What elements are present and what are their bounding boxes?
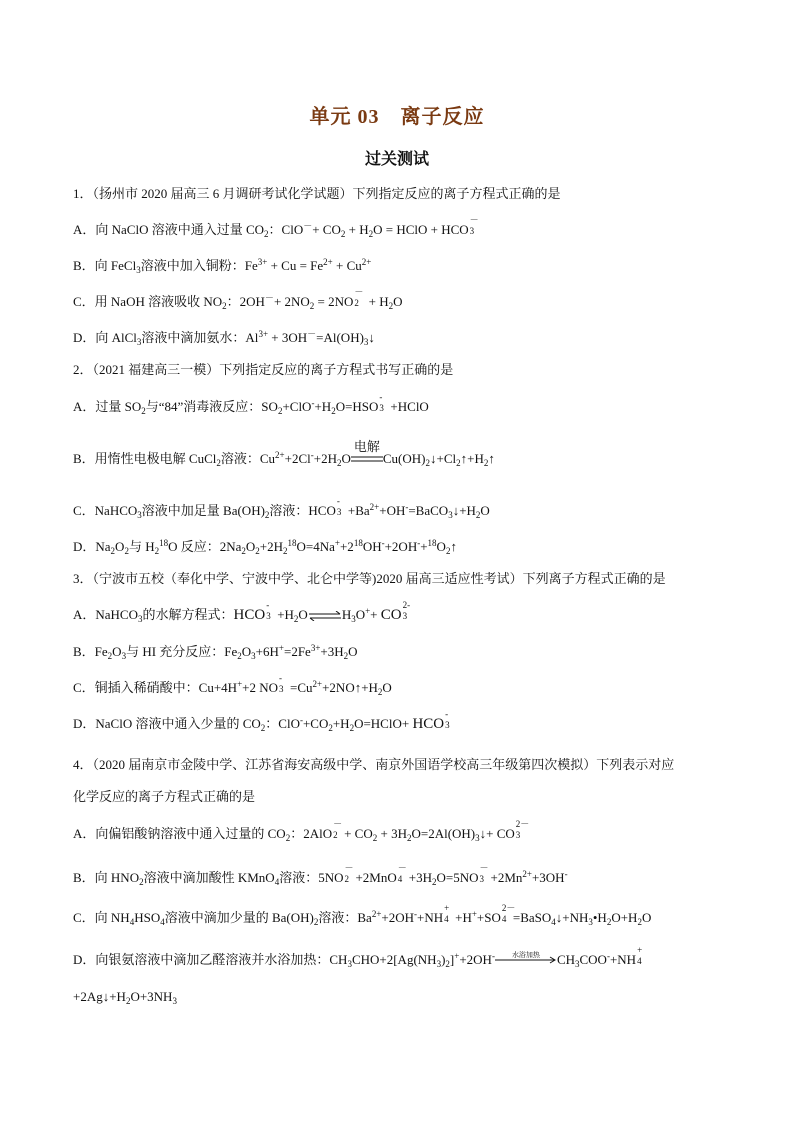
heating-arrow: 水浴加热 <box>495 956 557 964</box>
q3-option-d: D．NaClO 溶液中通入少量的 $CO_2$：$ClO^-+CO_2+H_2O=HClO+$ HCO - 3 <box>73 709 450 733</box>
equilibrium-arrow <box>308 611 342 621</box>
question-4-stem-line-1: 4．（2020 届南京市金陵中学、江苏省海安高级中学、南京外国语学校高三年级第四次模拟）下列表示对应 <box>73 757 675 772</box>
q1-option-d: D．向 AlCl$_3$溶液中滴加氨水：$Al^{3+}$ + $3OH^-=Al(OH)_3↓$ <box>73 329 375 347</box>
q4-option-a: A．向偏铝酸钠溶液中通入过量的 $CO_2$：2AlO － 2 + $CO_2$ + $3H_2O=2Al(OH)_3↓+$ CO 2－ 3 <box>73 819 530 843</box>
q2-option-c: C．NaHCO$_3$溶液中加足量 $Ba(OH)_2$溶液：HCO - 3 $+Ba^{2+}+OH^-=BaCO_3↓+H_2O$ <box>73 496 490 520</box>
q3-option-a: A．NaHCO$_3$的水解方程式：HCO - 3 $+H_2O$ $H_3O^++$ CO 2- 3 <box>73 600 411 624</box>
electrolysis-arrow: 电解 <box>353 439 380 454</box>
q4-option-d: D．向银氨溶液中滴加乙醛溶液并水浴加热：$CH_3CHO+2[Ag(NH_3)_2]^++2OH^-$ 水浴加热 $CH_3COO^-+NH$ + 4 <box>73 945 643 969</box>
page-subtitle: 过关测试 <box>364 151 429 168</box>
q1-option-b: B．向 FeCl$_3$溶液中加入铜粉：$Fe^{3+} + Cu = Fe^{2+} + Cu^{2+}$ <box>73 257 372 275</box>
q3-option-b: B．$Fe_2O_3$与 HI 充分反应：$Fe_2O_3+6H^+=2Fe^{3+}+3H_2O$ <box>73 643 358 661</box>
q1-option-c: C．用 NaOH 溶液吸收 $NO_2$：$2OH^-+ 2NO_2 = 2NO$ － 2 + $H_2O$ <box>73 287 403 311</box>
q2-option-b: B．用惰性电极电解 CuCl$_2$溶液：$Cu^{2+}+2Cl^-+2H_2O$ 电解 $Cu(OH)_2↓+Cl_2↑+H_2↑$ <box>73 439 495 468</box>
question-1-stem: 1．（扬州市 2020 届高三 6 月调研考试化学试题）下列指定反应的离子方程式正确的是 <box>73 186 561 201</box>
question-3-stem: 3．（宁波市五校（奉化中学、宁波中学、北仑中学等)2020 届高三适应性考试）下列离子方程式正确的是 <box>73 571 666 586</box>
question-4-stem-line-2: 化学反应的离子方程式正确的是 <box>73 789 256 804</box>
q4-option-b: B．向 $HNO_2$溶液中滴加酸性 KMnO$_4$溶液：5NO － 2 +2MnO － 4 $+3H_2O=5NO$ － 3 $+2Mn^{2+}+3OH^-$ <box>73 863 568 887</box>
q2-option-d: D．$Na_2O_2$与 $H_2^{18}O$ 反应：$2Na_2O_2+2H_2^{18}O=4Na^++2^{18}OH^-+2OH^-+^{18}O_2↑$ <box>73 538 457 556</box>
question-2-stem: 2．（2021 福建高三一模）下列指定反应的离子方程式书写正确的是 <box>73 362 454 377</box>
q2-option-a: A．过量 $SO_2$与“84”消毒液反应：$SO_2+ClO^-+H_2O=HSO$ - 3 +HClO <box>73 392 429 416</box>
q4-option-d-continued: $+2Ag↓+H_2O+3NH_3$ <box>73 989 177 1006</box>
q4-option-c: C．向 $NH_4HSO_4$溶液中滴加少量的 $Ba(OH)_2$溶液：$Ba^{2+}+2OH^-+NH$ + 4 +H++SO 2－ 4 $=BaSO_4↓+NH_3•H_2O+H_2O$ <box>73 903 652 927</box>
page-title: 单元 03 离子反应 <box>309 106 485 128</box>
q1-option-a: A．向 NaClO 溶液中通入过量 $CO_2$：$ClO^-+ CO_2 + H_2O$ = HClO + HCO － 3 <box>73 215 479 239</box>
q3-option-c: C．铜插入稀硝酸中：Cu+4H++2 NO - 3 $=Cu^{2+}+2NO↑+H_2O$ <box>73 673 392 697</box>
